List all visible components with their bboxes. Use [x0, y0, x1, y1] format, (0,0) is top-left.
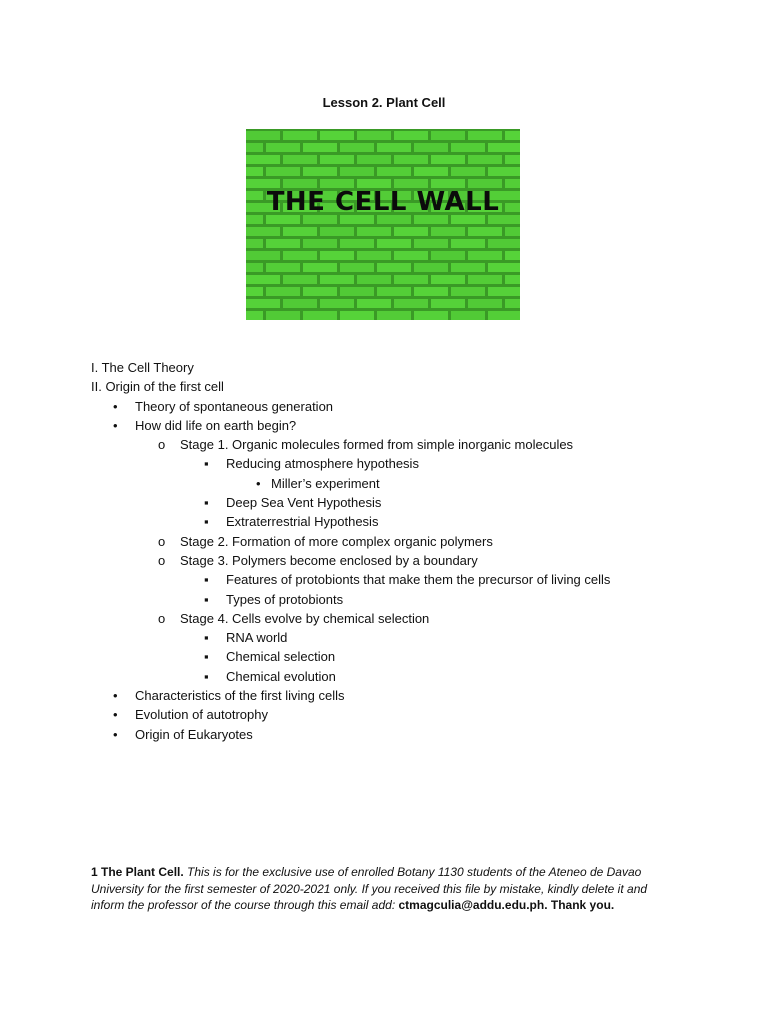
outline-item-text: II. Origin of the first cell [91, 379, 224, 395]
bullet-marker: • [113, 726, 118, 742]
outline-item [91, 705, 731, 724]
outline-item [91, 667, 731, 686]
outline-item-text: Characteristics of the first living cells [135, 688, 345, 704]
outline-item-text: Theory of spontaneous generation [135, 398, 334, 414]
outline-item [91, 551, 731, 570]
outline-item [91, 377, 731, 396]
outline-item [91, 435, 731, 454]
bullet-marker: o [158, 533, 166, 549]
banner-text: THE CELL WALL [266, 187, 500, 217]
bullet-marker: ▪ [204, 591, 209, 607]
footnote-email: ctmagculia@addu.edu.ph [398, 898, 545, 912]
footnote [91, 864, 671, 914]
cell-wall-banner-image [246, 129, 520, 320]
bullet-marker: • [113, 417, 118, 433]
outline-item-text: Stage 3. Polymers become enclosed by a boundary [180, 552, 478, 568]
footnote-body: This is for the exclusive use of enrolled Botany 1130 students of the Ateneo de Davao University for the first semester of 2020-2021 only. If you received this file by mistake, kindly delete it and inform the professor of the course through this email add: [91, 865, 648, 912]
bullet-marker: ▪ [204, 495, 209, 511]
bullet-marker: o [158, 437, 166, 453]
outline-item-text: I. The Cell Theory [91, 360, 194, 375]
page-title: Lesson 2. Plant Cell [322, 95, 446, 110]
outline-item-text: Deep Sea Vent Hypothesis [226, 495, 382, 511]
outline-item-text: Stage 4. Cells evolve by chemical selection [180, 610, 430, 626]
bullet-marker: ▪ [204, 668, 209, 684]
outline-item [91, 686, 731, 705]
bullet-marker: • [113, 398, 118, 414]
outline-item-text: Reducing atmosphere hypothesis [226, 456, 419, 472]
bullet-marker: • [256, 475, 261, 491]
outline-item [91, 358, 731, 377]
outline-item [91, 512, 731, 531]
outline-item [91, 725, 731, 744]
outline-item-text: RNA world [226, 630, 288, 646]
outline-item-text: How did life on earth begin? [135, 417, 297, 433]
bullet-marker: ▪ [204, 514, 209, 530]
bullet-marker: o [158, 610, 166, 626]
outline-item-text: Types of protobionts [226, 591, 344, 607]
outline-item [91, 474, 731, 493]
bullet-marker: ▪ [204, 572, 209, 588]
outline-item-text: Chemical selection [226, 649, 336, 665]
bullet-marker: ▪ [204, 649, 209, 665]
outline-item-text: Extraterrestrial Hypothesis [226, 514, 379, 530]
outline-item-text: Chemical evolution [226, 668, 336, 684]
footnote-lead: 1 The Plant Cell. [91, 865, 184, 879]
bullet-marker: ▪ [204, 630, 209, 646]
outline-item [91, 570, 731, 589]
lesson-outline [91, 358, 731, 744]
bullet-marker: o [158, 552, 166, 568]
outline-item [91, 647, 731, 666]
outline-item-text: Features of protobionts that make them the precursor of living cells [226, 572, 611, 588]
brick-wall-pattern [246, 129, 520, 320]
outline-item-text: Stage 1. Organic molecules formed from simple inorganic molecules [180, 437, 574, 453]
outline-item-text: Origin of Eukaryotes [135, 726, 253, 742]
outline-item [91, 416, 731, 435]
outline-item [91, 493, 731, 512]
outline-item [91, 628, 731, 647]
outline-item [91, 397, 731, 416]
outline-item [91, 590, 731, 609]
outline-item-text: Miller’s experiment [271, 475, 380, 491]
footnote-closing: . Thank you. [544, 898, 615, 912]
bullet-marker: • [113, 707, 118, 723]
outline-item-text: Evolution of autotrophy [135, 707, 268, 723]
outline-item-text: Stage 2. Formation of more complex organic polymers [180, 533, 493, 549]
bullet-marker: ▪ [204, 456, 209, 472]
outline-item [91, 454, 731, 473]
outline-item [91, 609, 731, 628]
bullet-marker: • [113, 688, 118, 704]
outline-item [91, 532, 731, 551]
